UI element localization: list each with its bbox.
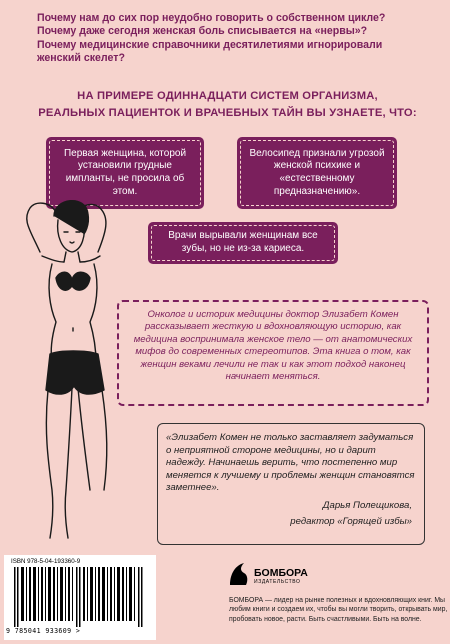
headline-line-2: РЕАЛЬНЫХ ПАЦИЕНТОК И ВРАЧЕБНЫХ ТАЙН ВЫ УЗНАЕТЕ, ЧТО: <box>38 107 417 119</box>
headline-line-1: НА ПРИМЕРЕ ОДИННАДЦАТИ СИСТЕМ ОРГАНИЗМА, <box>77 90 378 102</box>
publisher-sub: ИЗДАТЕЛЬСТВО <box>254 579 301 585</box>
isbn-label: ISBN 978-5-04-193360-9 <box>11 558 81 565</box>
book-description: Онколог и историк медицины доктор Элизабет Комен рассказывает жесткую и вдохновляющую историю, как медицина воспринимала женское тело — от анатомических мифов до современных стереотипов. Эта книга о том, как женщин веками лечили не так и как этот подход наконец начинает меняться. <box>133 309 413 383</box>
isbn-digits: 9 785041 933609 > <box>6 627 81 635</box>
intro-line-3: Почему медицинские справочники десятилетиями игнорировали женский скелет? <box>37 38 383 65</box>
review-quote-text: «Элизабет Комен не только заставляет задуматься о неприятной стороне медицины, но и дарит надежду. Начинаешь верить, что постепенно мир меняется к лучшему и проблемы женщин становятся заметнее». <box>166 432 415 494</box>
review-author-role: редактор «Горящей избы» <box>290 516 412 527</box>
headline <box>30 88 425 122</box>
bombora-wave-icon <box>228 561 250 587</box>
fact-bubble-teeth <box>148 222 338 264</box>
publisher-name: БОМБОРА <box>254 567 308 579</box>
publisher-blurb: БОМБОРА — лидер на рынке полезных и вдохновляющих книг. Мы любим книги и создаем их, чтобы вы могли творить, открывать мир, пробовать новое, расти. Быть счастливыми. Быть на волне. <box>229 597 448 623</box>
fact-text-1: Первая женщина, которой установили грудные импланты, не просила об этом. <box>63 147 187 197</box>
intro-line-2: Почему даже сегодня женская боль списывается на «нервы»? <box>37 25 368 38</box>
fact-text-3: Врачи вырывали женщинам все зубы, но не из-за кариеса. <box>168 230 318 254</box>
barcode-icon <box>14 567 146 627</box>
fact-text-2: Велосипед признали угрозой женской психике и «естественному предназначению». <box>249 147 385 197</box>
review-author: Дарья Полещикова, <box>322 500 412 511</box>
intro-line-1: Почему нам до сих пор неудобно говорить о собственном цикле? <box>37 12 386 24</box>
isbn-barcode <box>4 555 156 640</box>
review-quote-box <box>157 423 425 545</box>
pinup-woman-illustration <box>0 190 130 540</box>
book-description-box <box>117 300 429 406</box>
intro-questions <box>37 12 407 66</box>
fact-bubble-bicycle <box>237 137 397 209</box>
